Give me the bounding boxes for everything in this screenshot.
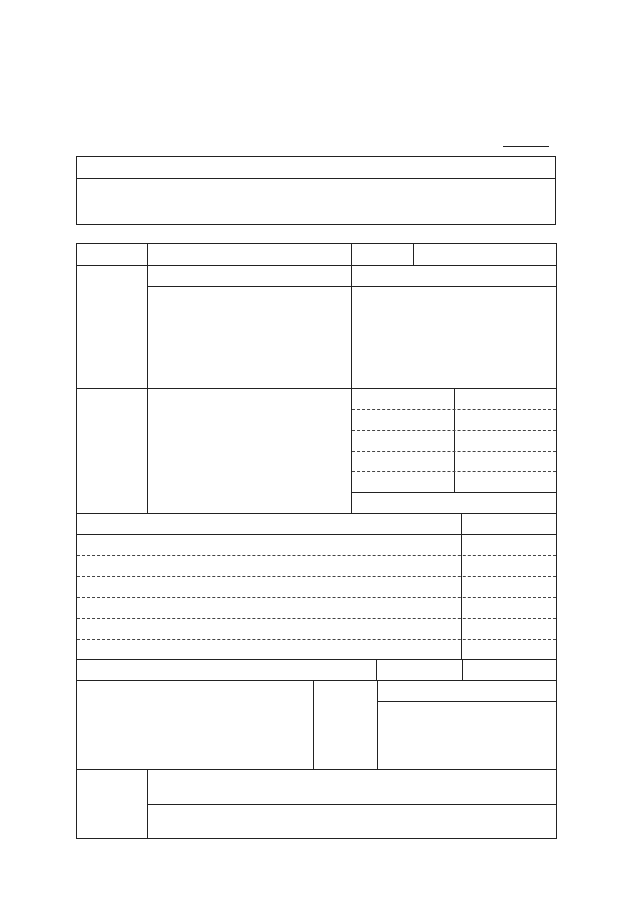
transfer-date-units [467, 243, 550, 265]
divider [462, 659, 463, 680]
dashed-line [77, 576, 556, 577]
transfer-voucher-form [76, 243, 557, 839]
account-title-label [82, 317, 142, 337]
dashed-line [77, 597, 556, 598]
transaction-amount-label [319, 714, 373, 734]
dashed-line [352, 409, 556, 410]
divider [313, 680, 314, 769]
divider [76, 659, 557, 660]
divider [76, 769, 557, 770]
divider [351, 243, 352, 513]
approval-stamp-grid [76, 156, 556, 225]
dashed-line [352, 430, 556, 431]
dashed-line [77, 618, 556, 619]
dashed-line [352, 471, 556, 472]
divider [76, 534, 557, 535]
summary-header [226, 513, 342, 534]
issue-date-label [82, 243, 142, 265]
divider [147, 243, 148, 513]
dashed-line [77, 639, 556, 640]
divider [377, 680, 378, 769]
issue-date-units [263, 243, 347, 265]
total-label [383, 659, 455, 680]
debit-header [214, 265, 284, 286]
divider [76, 388, 557, 389]
voucher-number-underline [503, 146, 549, 147]
divider [147, 804, 557, 805]
divider [413, 243, 414, 265]
budget-title-label [82, 440, 142, 460]
divider [376, 659, 377, 680]
divider [147, 286, 557, 287]
divider [377, 701, 557, 702]
creditor-label [83, 794, 139, 814]
approval-header-divider [76, 178, 556, 179]
divider [76, 680, 557, 681]
dashed-line [77, 555, 556, 556]
transfer-date-label [356, 243, 409, 265]
divider [454, 388, 455, 492]
amount-header [475, 513, 545, 534]
dashed-line [352, 451, 556, 452]
credit-header [417, 265, 489, 286]
divider [351, 492, 557, 493]
